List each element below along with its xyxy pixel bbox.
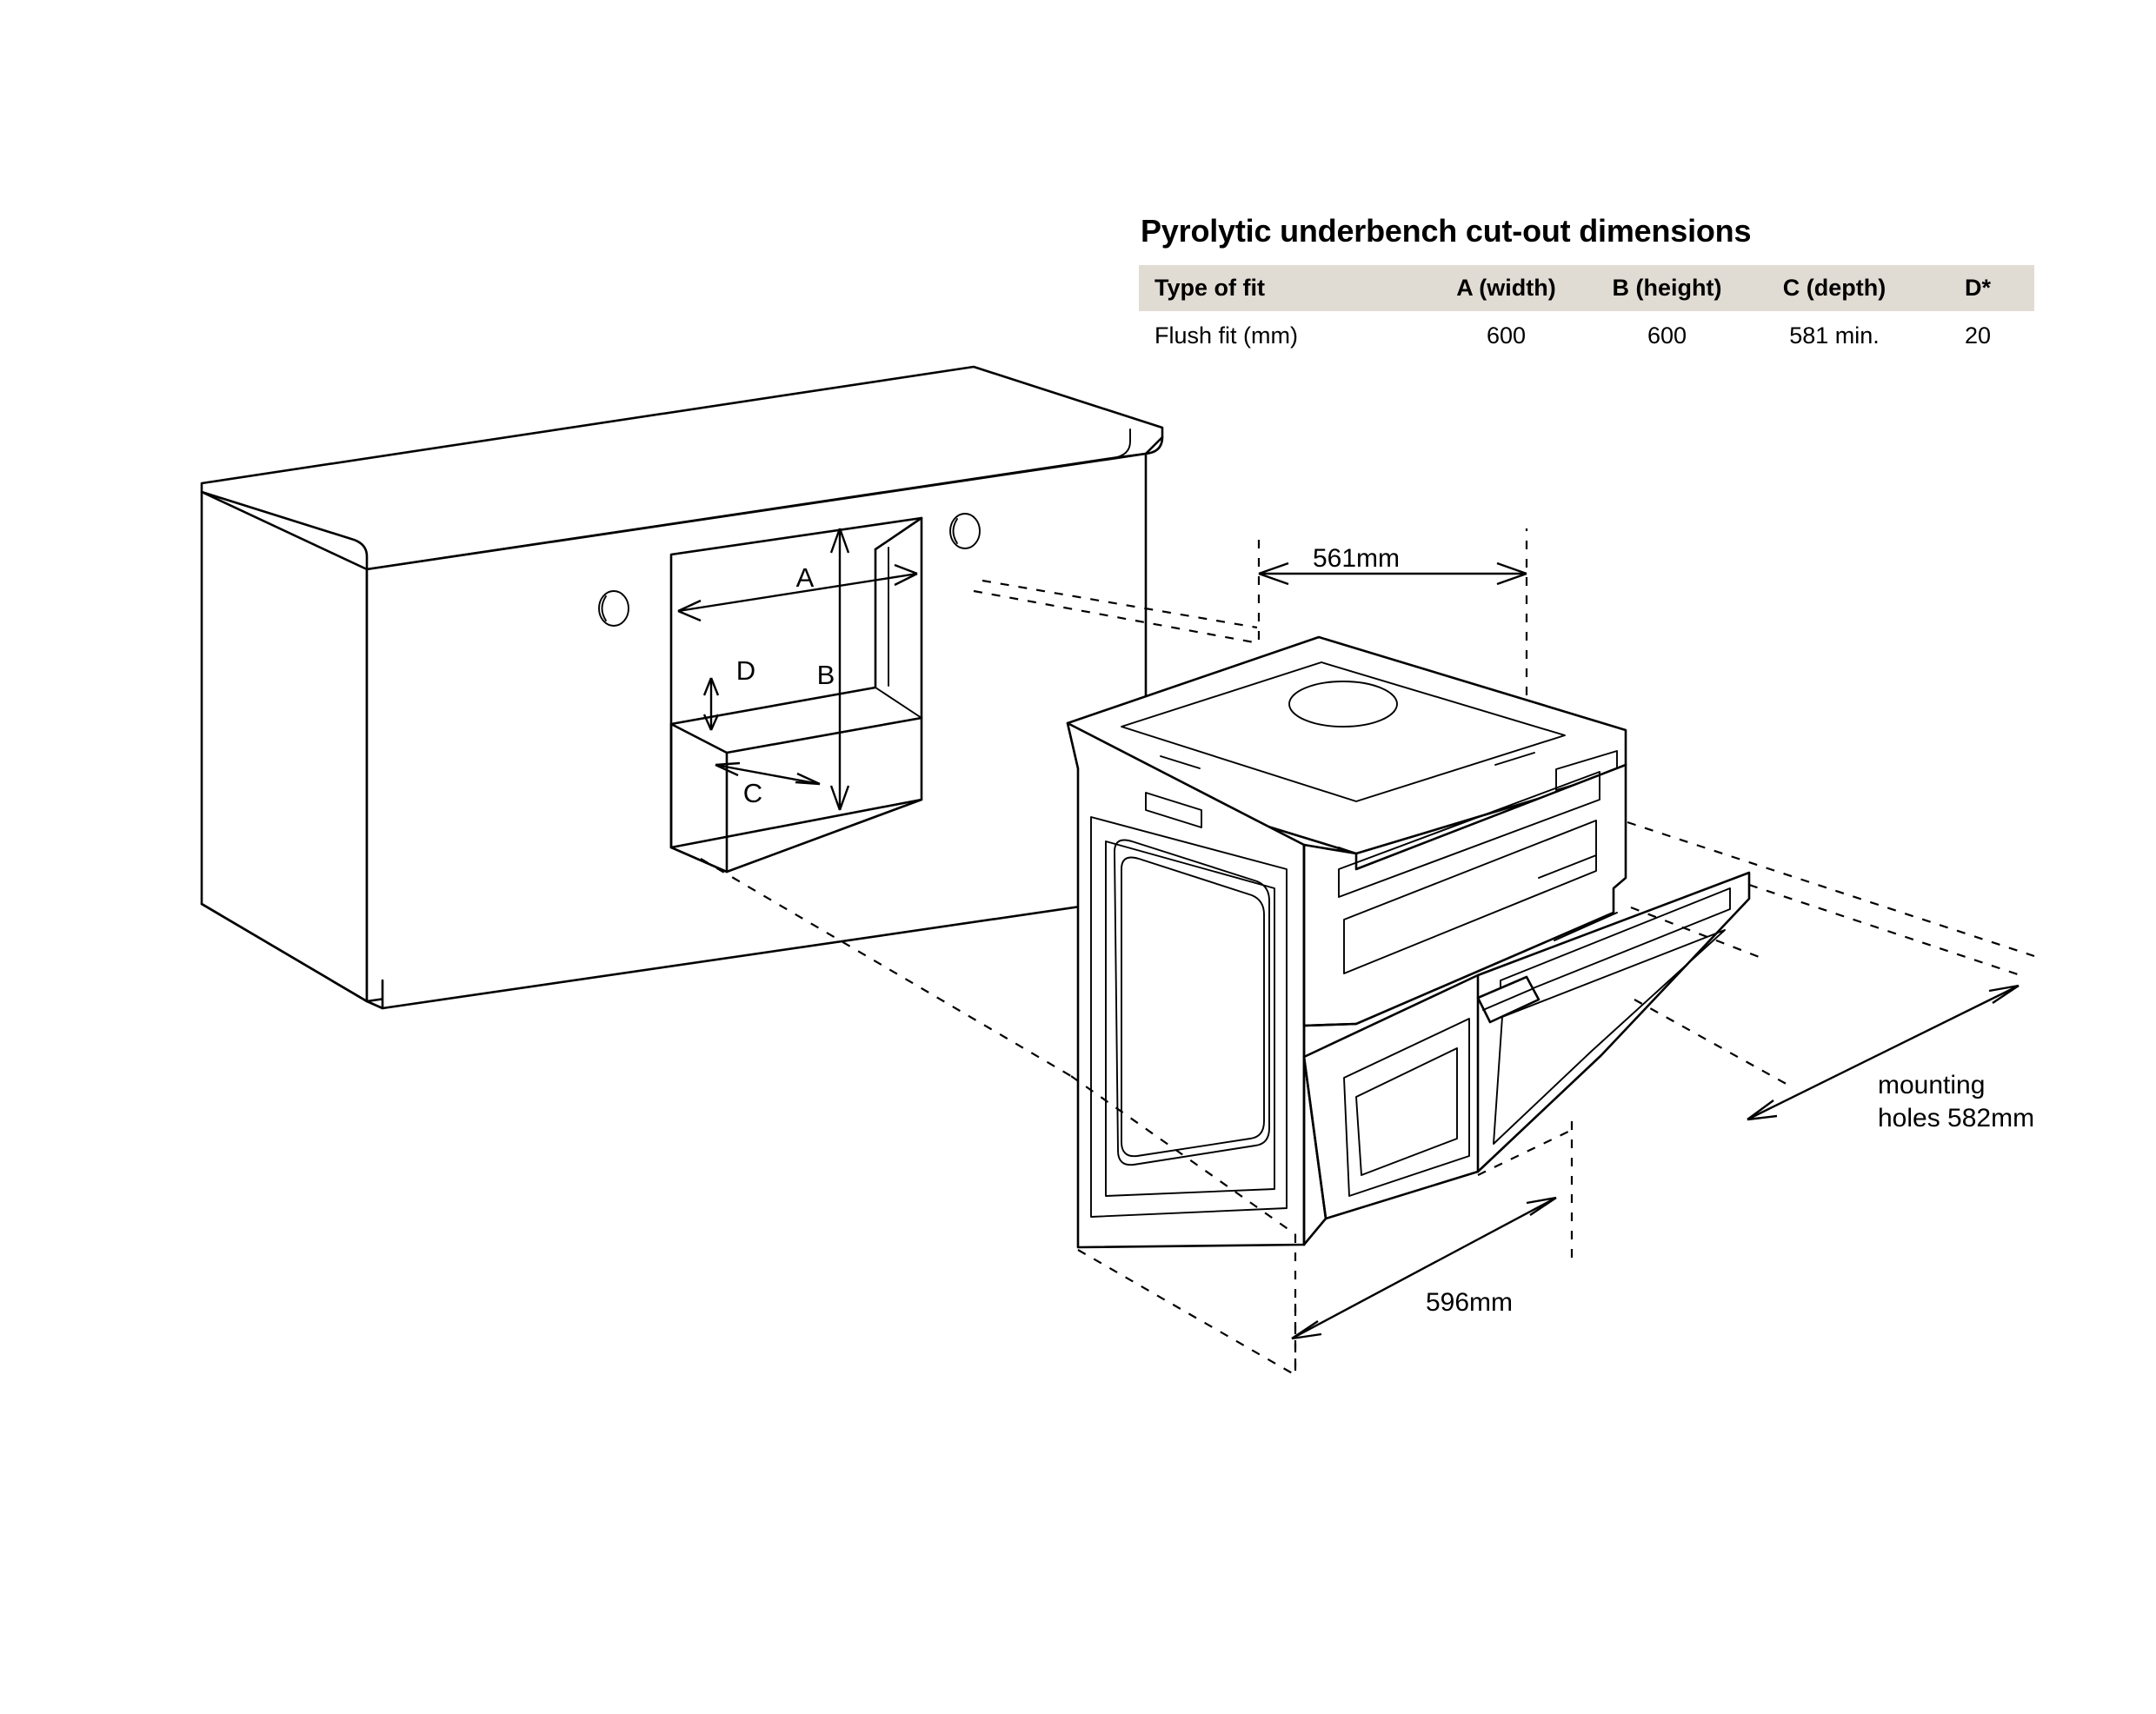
table-header-c-depth: C (depth) xyxy=(1747,265,1921,311)
oven-illustration xyxy=(1068,637,1749,1247)
cell-c-depth: 581 min. xyxy=(1747,311,1921,361)
cell-type-of-fit: Flush fit (mm) xyxy=(1139,311,1426,361)
cell-a-width: 600 xyxy=(1426,311,1587,361)
table-header-b-height: B (height) xyxy=(1587,265,1747,311)
table-header-d: D* xyxy=(1921,265,2034,311)
label-b: B xyxy=(816,660,835,690)
cell-d: 20 xyxy=(1921,311,2034,361)
dim-mounting-line1: mounting xyxy=(1878,1071,1986,1099)
label-c: C xyxy=(742,778,763,808)
dim-561mm-label: 561mm xyxy=(1312,544,1401,573)
dim-mounting-holes-582 xyxy=(1747,986,2034,1133)
dim-mounting-line2: holes 582mm xyxy=(1878,1104,2035,1133)
table-header-type-of-fit: Type of fit xyxy=(1139,265,1426,311)
label-d: D xyxy=(735,655,756,686)
cell-b-height: 600 xyxy=(1587,311,1747,361)
table-title: Pyrolytic underbench cut-out dimensions xyxy=(1141,213,1752,249)
cabinet-illustration xyxy=(202,367,1162,1008)
table-header-a-width: A (width) xyxy=(1426,265,1587,311)
dim-596mm-label: 596mm xyxy=(1425,1288,1514,1317)
dim-depth-561 xyxy=(1259,544,1527,584)
label-a: A xyxy=(795,562,815,593)
dim-width-596 xyxy=(1292,1198,1556,1339)
